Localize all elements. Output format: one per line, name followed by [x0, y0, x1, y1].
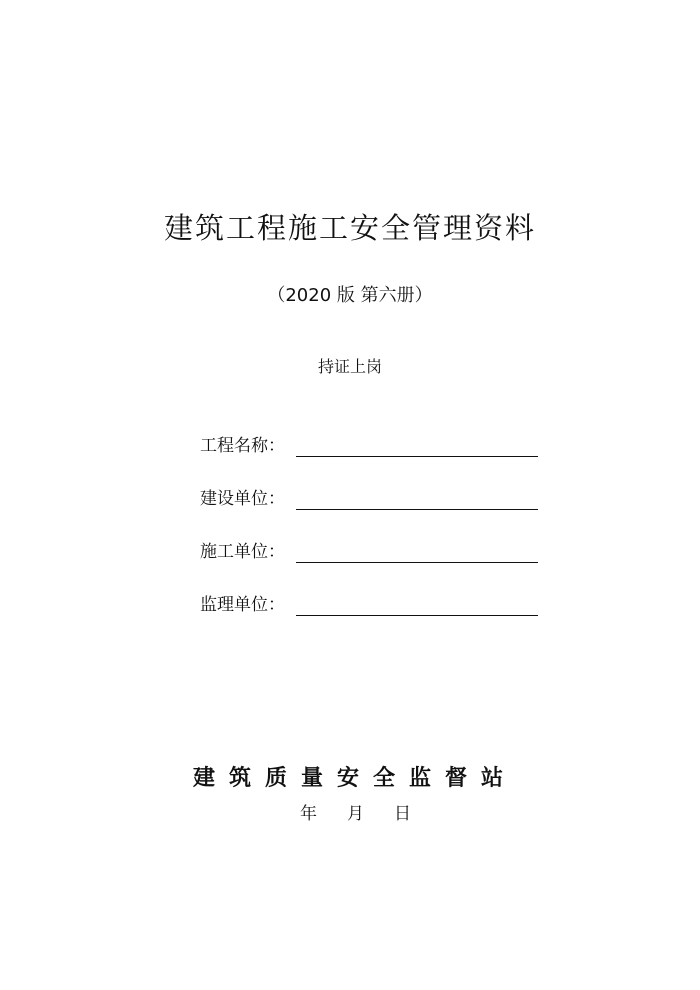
project-name-row: [200, 432, 540, 485]
project-name-blank[interactable]: [296, 456, 538, 457]
project-name-label: 工程名称：: [200, 436, 285, 456]
date-month: 月: [347, 804, 364, 824]
construction-unit-label: 施工单位：: [200, 542, 285, 562]
info-fields: [200, 432, 540, 644]
volume-subtitle: 持证上岗: [317, 357, 382, 376]
supervision-unit-row: [200, 591, 540, 644]
date-year: 年: [300, 804, 317, 824]
date-day: 日: [394, 804, 411, 824]
owner-unit-blank[interactable]: [296, 509, 538, 510]
construction-unit-row: [200, 538, 540, 591]
document-title: 建筑工程施工安全管理资料: [163, 211, 536, 245]
organization-name: 建筑质量安全监督站: [192, 765, 517, 791]
owner-unit-row: [200, 485, 540, 538]
edition-label: （2020 版 第六册）: [267, 285, 433, 306]
supervision-unit-blank[interactable]: [296, 615, 538, 616]
construction-unit-blank[interactable]: [296, 562, 538, 563]
supervision-unit-label: 监理单位：: [200, 595, 285, 615]
owner-unit-label: 建设单位：: [200, 489, 285, 509]
